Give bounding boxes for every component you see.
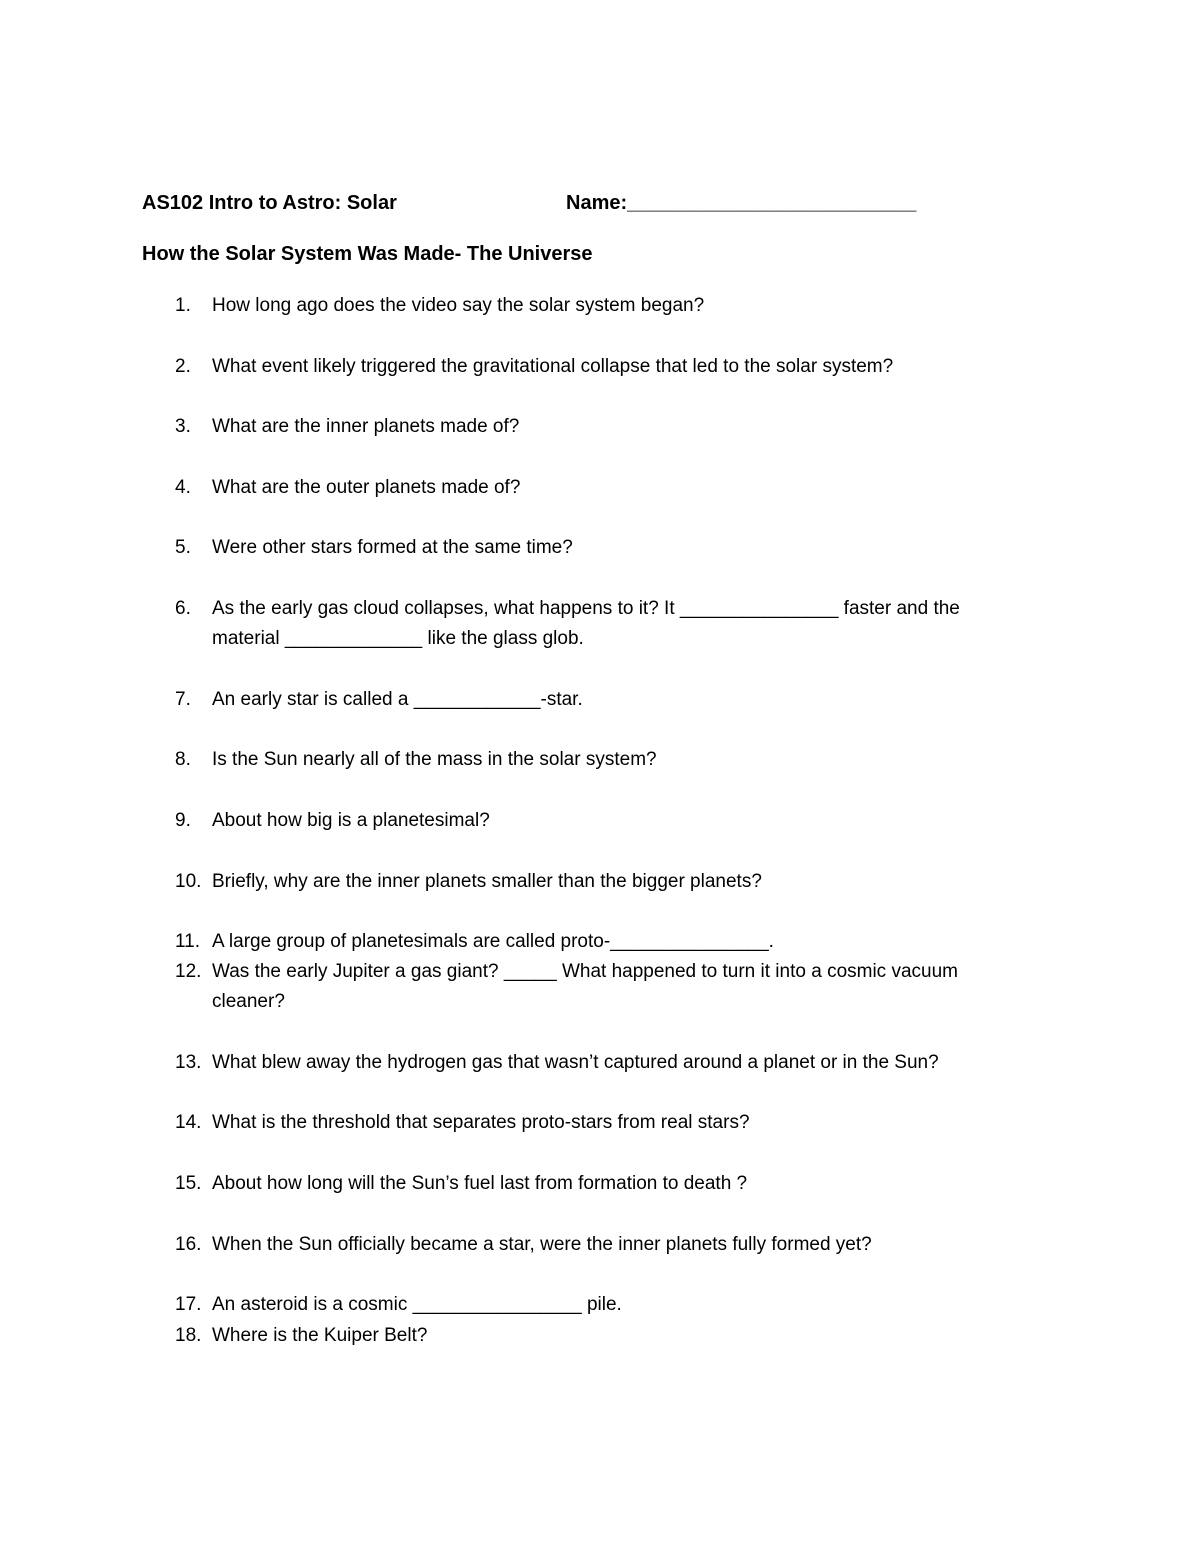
question-number: 8. [175, 749, 191, 770]
question-item [175, 927, 1025, 957]
question-number: 6. [175, 598, 191, 619]
question-text: How long ago does the video say the solar system began? [212, 295, 705, 316]
question-text: Was the early Jupiter a gas giant? _____ What happened to turn it into a cosmic vacuum cleaner? [212, 961, 958, 1012]
question-number: 2. [175, 356, 191, 377]
question-number: 10. [175, 871, 202, 892]
question-item [175, 473, 1025, 503]
question-item [175, 1048, 1025, 1078]
question-number: 12. [175, 961, 202, 982]
question-text: Were other stars formed at the same time? [212, 537, 573, 558]
question-number: 9. [175, 810, 191, 831]
page-title: How the Solar System Was Made- The Universe [142, 243, 593, 265]
question-number: 4. [175, 477, 191, 498]
question-number: 16. [175, 1234, 202, 1255]
question-item [175, 685, 1025, 715]
question-number: 15. [175, 1173, 202, 1194]
question-text: An early star is called a ____________-star. [212, 689, 583, 710]
question-text: What event likely triggered the gravitational collapse that led to the solar system? [212, 356, 894, 377]
question-number: 3. [175, 416, 191, 437]
question-item [175, 352, 1025, 382]
question-number: 13. [175, 1052, 202, 1073]
question-text: Where is the Kuiper Belt? [212, 1325, 428, 1346]
question-item [175, 1321, 1025, 1351]
question-item [175, 1230, 1025, 1260]
header [142, 192, 1042, 220]
question-text: What blew away the hydrogen gas that wasn’t captured around a planet or in the Sun? [212, 1052, 939, 1073]
question-text: Is the Sun nearly all of the mass in the solar system? [212, 749, 657, 770]
question-text: As the early gas cloud collapses, what happens to it? It _______________ faster and the material _____________ like the glass glob. [212, 598, 960, 649]
question-item [175, 1169, 1025, 1199]
question-text: Briefly, why are the inner planets smaller than the bigger planets? [212, 871, 762, 892]
question-item [175, 594, 1025, 654]
question-text: About how big is a planetesimal? [212, 810, 490, 831]
question-text: What are the inner planets made of? [212, 416, 520, 437]
question-text: About how long will the Sun’s fuel last from formation to death ? [212, 1173, 748, 1194]
question-text: What is the threshold that separates proto-stars from real stars? [212, 1112, 750, 1133]
question-item [175, 412, 1025, 442]
question-text: An asteroid is a cosmic ________________ pile. [212, 1294, 622, 1315]
question-item [175, 533, 1025, 563]
question-number: 11. [175, 931, 201, 952]
question-item [175, 867, 1025, 897]
question-number: 5. [175, 537, 191, 558]
question-number: 1. [175, 295, 191, 316]
question-number: 14. [175, 1112, 202, 1133]
question-item [175, 1290, 1025, 1320]
question-item [175, 957, 1025, 1017]
course-title: AS102 Intro to Astro: Solar [142, 192, 397, 214]
question-item [175, 745, 1025, 775]
question-text: What are the outer planets made of? [212, 477, 521, 498]
question-item [175, 806, 1025, 836]
question-number: 17. [175, 1294, 202, 1315]
question-item [175, 1108, 1025, 1138]
question-number: 7. [175, 689, 191, 710]
name-field: Name:__________________________ [566, 192, 917, 214]
question-item [175, 291, 1025, 321]
question-text: A large group of planetesimals are called proto-_______________. [212, 931, 774, 952]
question-number: 18. [175, 1325, 202, 1346]
question-text: When the Sun officially became a star, were the inner planets fully formed yet? [212, 1234, 872, 1255]
